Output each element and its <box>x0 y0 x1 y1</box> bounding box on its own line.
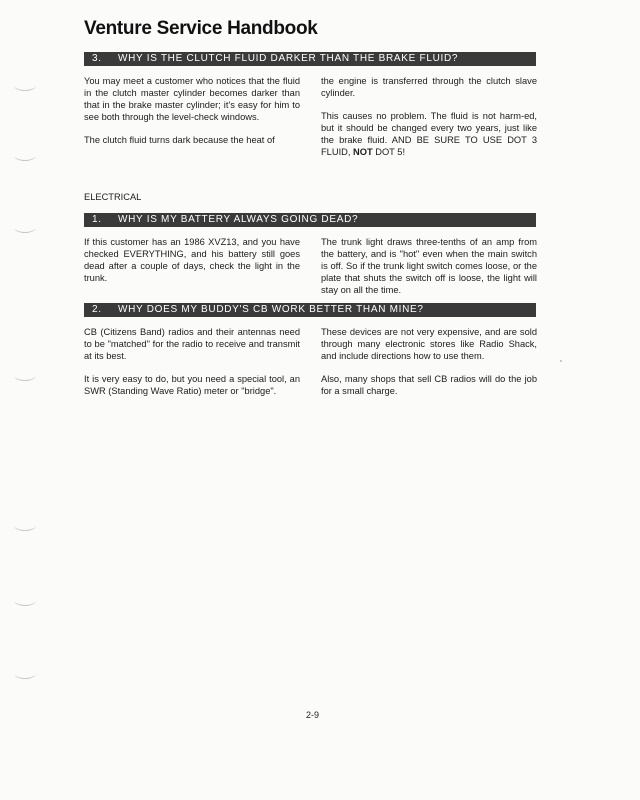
question-bar-cb-radio <box>84 303 536 317</box>
answer-column-right <box>321 75 537 169</box>
emphasis-not: NOT <box>353 147 373 157</box>
binder-hole-mark <box>14 80 36 91</box>
paragraph: If this customer has an 1986 XVZ13, and you have checked EVERYTHING, and his battery still goes dead after a couple of days, check the light in the trunk. <box>84 237 300 283</box>
question-bar-battery <box>84 213 536 227</box>
scan-speck <box>560 360 562 362</box>
paragraph: You may meet a customer who notices that the fluid in the clutch master cylinder becomes darker than that in the brake master cylinder; it's easy for him to see both through the level-check windows. <box>84 76 300 122</box>
section-label-electrical: ELECTRICAL <box>84 192 142 202</box>
binder-hole-mark <box>14 222 36 233</box>
binder-hole-mark <box>14 150 36 161</box>
binder-hole-mark <box>14 520 36 531</box>
question-heading: WHY IS THE CLUTCH FLUID DARKER THAN THE BRAKE FLUID? <box>118 53 459 64</box>
binder-hole-mark <box>14 595 36 606</box>
binder-hole-mark <box>14 668 36 679</box>
question-heading: WHY DOES MY BUDDY'S CB WORK BETTER THAN MINE? <box>118 304 424 315</box>
answer-column-left <box>84 236 300 295</box>
answer-column-right <box>321 326 537 408</box>
paragraph: It is very easy to do, but you need a special tool, an SWR (Standing Wave Ratio) meter or "bridge". <box>84 374 300 396</box>
handbook-title: Venture Service Handbook <box>84 18 318 39</box>
answer-column-left <box>84 75 300 157</box>
question-number: 2. <box>92 304 102 315</box>
answer-column-right <box>321 236 537 307</box>
paragraph: The clutch fluid turns dark because the heat of <box>84 135 275 145</box>
paragraph: The trunk light draws three-tenths of an amp from the battery, and is "hot" even when the main switch is off. So if the trunk light switch comes loose, or the plate that shuts the switch off is loose, the light will stay on all the time. <box>321 237 537 295</box>
question-bar-clutch-fluid <box>84 52 536 66</box>
page-number: 2-9 <box>306 710 320 720</box>
answer-column-left <box>84 326 300 408</box>
paragraph-dot-fluid-warning: This causes no problem. The fluid is not harm-ed, but it should be changed every two years, just like the brake fluid. AND BE SURE TO USE DOT 3 FLUID, NOT DOT 5! <box>321 111 537 157</box>
question-heading: WHY IS MY BATTERY ALWAYS GOING DEAD? <box>118 214 359 225</box>
question-number: 1. <box>92 214 102 225</box>
paragraph: the engine is transferred through the clutch slave cylinder. <box>321 76 537 98</box>
paragraph: CB (Citizens Band) radios and their antennas need to be "matched" for the radio to receive and transmit at its best. <box>84 327 300 361</box>
paragraph: These devices are not very expensive, and are sold through many electronic stores like Radio Shack, and include directions how to use them. <box>321 327 537 361</box>
binder-hole-mark <box>14 370 36 381</box>
question-number: 3. <box>92 53 102 64</box>
paragraph: Also, many shops that sell CB radios will do the job for a small charge. <box>321 374 537 396</box>
